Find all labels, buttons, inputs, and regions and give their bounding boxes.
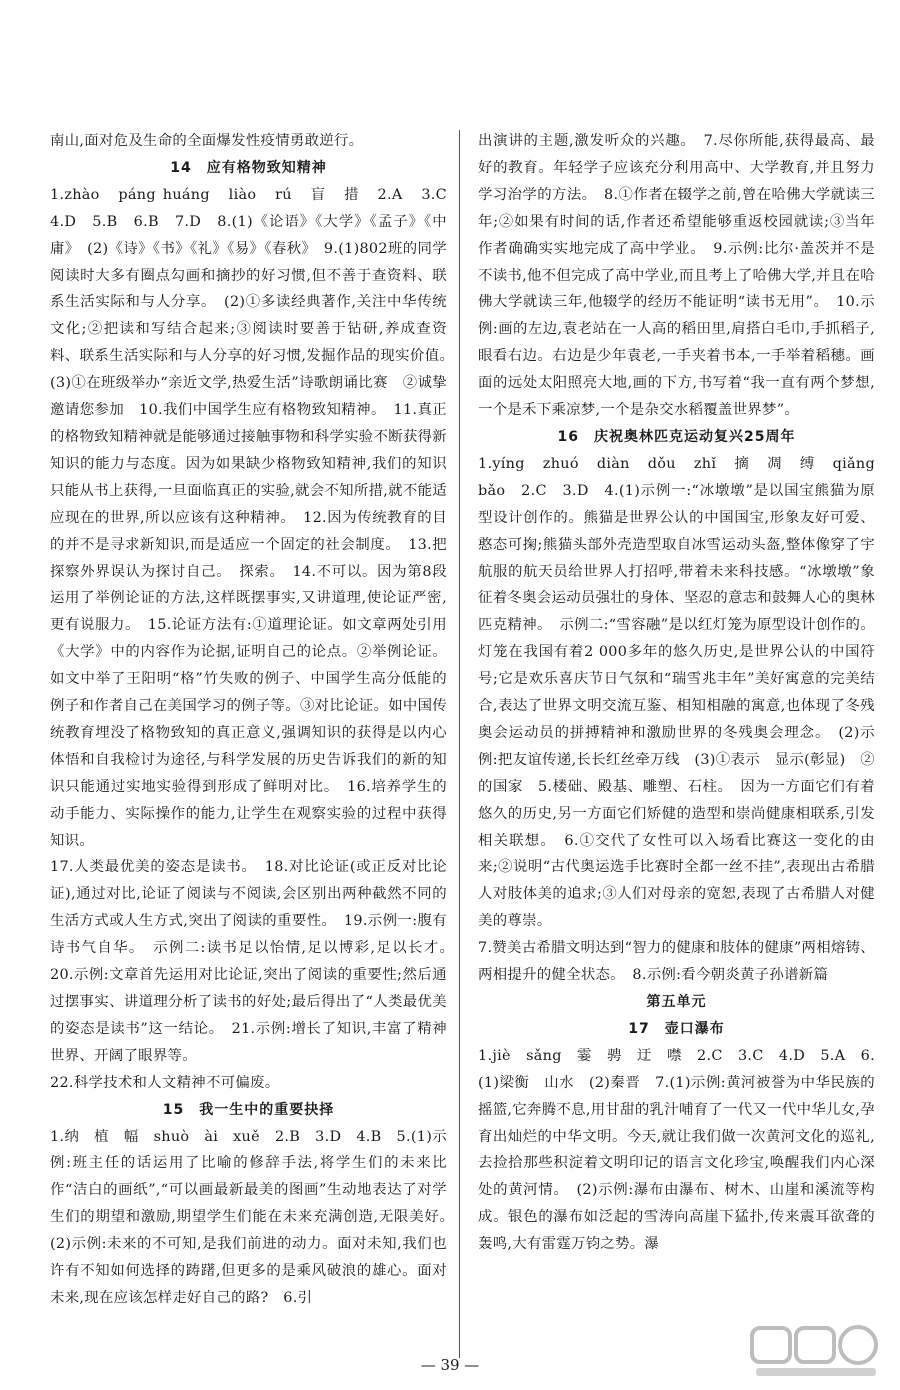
right-column — [478, 128, 890, 1258]
page-number: — 39 — — [420, 1356, 480, 1374]
answers-lesson-15-cont: 出演讲的主题,激发听众的兴趣。 7.尽你所能,获得最高、最好的教育。年轻学子应该充分利用高中、大学教育,并且努力学习治学的方法。 8.①作者在辍学之前,曾在哈佛大学就读三年;②如果有时间的话,作者还希望能够重返校园就读;③当年作者确确实实地完成了高中学业。 9.示例:比尔·盖茨并不是不读书,他不但完成了高中学业,而且考上了哈佛大学,并且在哈佛大学就读三年,他辍学的经历不能证明“读书无用”。 10.示例:画的左边,袁老站在一人高的稻田里,肩搭白毛巾,手抓稻子,眼看右边。右边是少年袁老,一手夹着书本,一手举着稻穗。画面的远处太阳照亮大地,画的下方,书写着“我一直有两个梦想,一个是禾下乘凉梦,一个是杂交水稻覆盖世界梦”。 — [478, 133, 875, 419]
answers-lesson-16-part2: 7.赞美古希腊文明达到“智力的健康和肢体的健康”两相熔铸、两相提升的健全状态。 8.示例:看今朝炎黄子孙谱新篇 — [478, 940, 875, 984]
answers-lesson-14: 1.zhào páng huáng liào rú 盲 措 2.A 3.C 4.D 5.B 6.B 7.D 8.(1)《论语》《大学》《孟子》《中庸》 (2)《诗》《书》《礼》《易》《春秋》 9.(1)802班的同学阅读时大多有圈点勾画和摘抄的好习惯,但不善于查资料、联系生活实际和与人分享。 (2)①多读经典著作,关注中华传统文化;②把读和写结合起来;③阅读时要善于钻研,养成查资料、联系生活实际和与人分享的好习惯,发掘作品的现实价值。 (3)①在班级举办“亲近文学,热爱生活”诗歌朗诵比赛 ②诚挚邀请您参加 10.我们中国学生应有格物致知精神。 11.真正的格物致知精神就是能够通过接触事物和科学实验不断获得新知识的能力与态度。因为如果缺少格物致知精神,我们的知识只能从书上获得,一旦面临真正的实验,就会不知所措,就不能适应现在的世界,所以应该有这种精神。 12.因为传统教育的目的并不是寻求新知识,而是适应一个固定的社会制度。 13.把探察外界误认为探讨自己。 探索。 14.不可以。因为第8段运用了举例论证的方法,这样既摆事实,又讲道理,使论证严密,更有说服力。 15.论证方法有:①道理论证。如文章两处引用《大学》中的内容作为论据,证明自己的论点。②举例论证。如文中举了王阳明“格”竹失败的例子、中国学生高分低能的例子和作者自己在美国学习的例子等。③对比论证。如中国传统教育埋没了格物致知的真正意义,强调知识的获得是以内心体悟和自我检讨为途径,与科学发展的历史告诉我们的新的知识只能通过实地实验得到形成了鲜明对比。 16.培养学生的动手能力、实际操作的能力,让学生在观察实验的过程中获得知识。 — [50, 186, 462, 849]
answers-lesson-14-part2: 17.人类最优美的姿态是读书。 18.对比论证(或正反对比论证),通过对比,论证了阅读与不阅读,会区别出两种截然不同的生活方式或人生方式,突出了阅读的重要性。 19.示例一:腹有诗书气自华。 示例二:读书足以怡情,足以博彩,足以长才。 20.示例:文章首先运用对比论证,突出了阅读的重要性;然后通过摆事实、讲道理分析了读书的好处;最后得出了“人类最优美的姿态是读书”这一结论。 21.示例:增长了知识,丰富了精神世界、开阔了眼界等。 — [50, 859, 462, 1064]
heading-lesson-14: 14 应有格物致知精神 — [170, 159, 327, 176]
answers-lesson-15: 1.纳 植 幅 shuò ài xuě 2.B 3.D 4.B 5.(1)示例:班主任的话运用了比喻的修辞手法,将学生们的未来比作“洁白的画纸”,“可以画最新最美的图画”生动地表达了对学生们的期望和激励,期望学生们能在未来充满创造,无限美好。 (2)示例:未来的不可知,是我们前进的动力。面对未知,我们也许有不知如何选择的踌躇,但更多的是乘风破浪的雄心。面对未来,现在应该怎样走好自己的路? 6.引 — [50, 1128, 462, 1306]
column-divider — [459, 130, 460, 1358]
watermark-logo-icon — [746, 1322, 886, 1382]
left-para-continued: 南山,面对危及生命的全面爆发性疫情勇敢逆行。 — [50, 133, 364, 149]
answers-lesson-16: 1.yíng zhuó diàn dǒu zhǐ 摘 凋 缚 qiǎng bǎo 2.C 3.D 4.(1)示例一:“冰墩墩”是以国宝熊猫为原型设计创作的。熊猫是世界公认的中国国宝,形象友好可爱、憨态可掬;熊猫头部外壳造型取自冰雪运动头盔,整体像穿了宇航服的航天员给世界人打招呼,带着未来科技感。“冰墩墩”象征着冬奥会运动员强壮的身体、坚忍的意志和鼓舞人心的奥林匹克精神。 示例二:“雪容融”是以红灯笼为原型设计创作的。灯笼在我国有着2 000多年的悠久历史,是世界公认的中国符号;它是欢乐喜庆节日气氛和“瑞雪兆丰年”美好寓意的完美结合,表达了世界文明交流互鉴、相知相融的寓意,也体现了冬残奥会运动员的拼搏精神和激励世界的冬残奥会理念。 (2)示例:把友谊传递,长长红丝牵万线 (3)①表示 显示(彰显) ②的国家 5.楼础、殿基、雕塑、石柱。 因为一方面它们有着悠久的历史,另一方面它们矫健的造型和崇尚健康相联系,引发相关联想。 6.①交代了女性可以入场看比赛这一变化的由来;②说明“古代奥运选手比赛时全都一丝不挂”,表现出古希腊人对肢体美的追求;③人们对母亲的宽恕,表现了古希腊人对健美的尊崇。 — [478, 455, 890, 930]
heading-lesson-17: 17 壶口瀑布 — [628, 1020, 725, 1037]
answers-lesson-14-part3: 22.科学技术和人文精神不可偏废。 — [50, 1074, 280, 1091]
heading-lesson-15: 15 我一生中的重要抉择 — [162, 1101, 335, 1118]
answers-lesson-17: 1.jiè sǎng 霎 骋 迂 噤 2.C 3.C 4.D 5.A 6.(1)梁衡 山水 (2)秦晋 7.(1)示例:黄河被誉为中华民族的摇篮,它奔腾不息,用甘甜的乳汁哺育了一代又一代中华儿女,孕育出灿烂的中华文明。今天,就让我们做一次黄河文化的巡礼,去捡拾那些积淀着文明印记的语言文化珍宝,唤醒我们内心深处的黄河情。 (2)示例:瀑布由瀑布、树木、山崖和溪流等构成。银色的瀑布如泛起的雪涛向高崖下猛扑,传来震耳欲聋的轰鸣,大有雷霆万钧之势。瀑 — [478, 1047, 875, 1253]
heading-unit-5: 第五单元 — [646, 994, 707, 1010]
left-column — [50, 128, 462, 1312]
heading-lesson-16: 16 庆祝奥林匹克运动复兴25周年 — [557, 428, 796, 445]
